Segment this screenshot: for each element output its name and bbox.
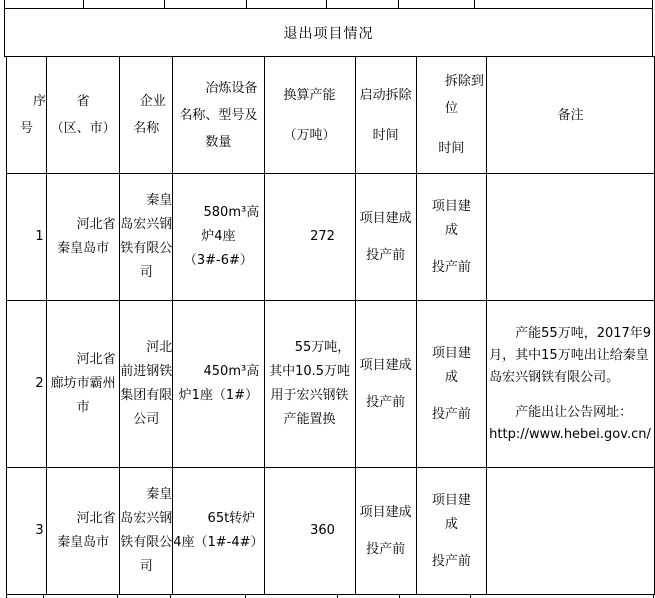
gridline-stub — [474, 0, 475, 8]
gridline-stub — [43, 594, 44, 598]
cell-text-line: 启动拆除 — [359, 87, 412, 103]
cell-text-line: 秦皇岛市 — [57, 241, 110, 256]
cell-text-line: 企业 — [126, 94, 166, 109]
cell-text-line: 拆除到 — [418, 74, 484, 89]
cell-text-line: 秦皇岛市 — [57, 535, 110, 550]
cell-text-line: 省 — [76, 94, 90, 109]
cell-text-line: 投产前 — [431, 406, 471, 422]
cell-text-line: 投产前 — [366, 541, 406, 557]
cell-text-line: 项目建 — [431, 198, 471, 214]
cell-remarks — [487, 174, 655, 301]
cell-serial — [7, 301, 47, 468]
cell-text-line: 数量 — [205, 134, 232, 150]
header-cell-remarks — [487, 57, 655, 174]
cell-text-line: http://www.hebei.gov.cn/ — [489, 426, 651, 442]
header-cell-capacity — [264, 57, 355, 174]
cell-text-line: 序 — [7, 94, 47, 109]
cell-text-line: 投产前 — [366, 394, 406, 410]
gridline-stub — [653, 594, 654, 598]
cell-text-line: 秦皇 — [120, 193, 173, 208]
cell-demolition-start — [355, 468, 416, 595]
cell-text-line: 名称 — [133, 121, 160, 136]
cell-text-line: 时间 — [372, 127, 399, 143]
cell-demolition-start — [355, 301, 416, 468]
cell-text-line: 项目建成 — [359, 357, 412, 373]
header-row — [7, 57, 655, 174]
cell-demolition-complete — [416, 301, 487, 468]
cell-text-line: 集团有限 — [120, 388, 173, 403]
cell-text-line: 1 — [9, 229, 44, 244]
table-row — [7, 301, 655, 468]
cell-equipment — [173, 468, 264, 595]
cell-text-line: 成 — [444, 222, 458, 238]
cell-text-line: 项目建成 — [359, 210, 412, 226]
cell-text-line: 炉1座（1#） — [178, 388, 259, 403]
cell-text-line: 其中10.5万吨 — [269, 364, 351, 379]
cell-company — [120, 468, 173, 595]
cell-serial — [7, 468, 47, 595]
cell-text-line: 铁有限公 — [120, 535, 173, 550]
header-cell-province — [47, 57, 120, 174]
cell-text-line: 司 — [139, 559, 153, 574]
cell-capacity — [264, 301, 355, 468]
cell-demolition-start — [355, 174, 416, 301]
cell-text-line: 备注 — [557, 107, 584, 123]
cell-text-line: 河北省 — [50, 352, 116, 367]
cell-company — [120, 174, 173, 301]
cell-text-line: 号 — [20, 121, 34, 136]
header-cell-company — [120, 57, 173, 174]
cell-text-line: 投产前 — [431, 259, 471, 275]
cell-text-line: 2 — [9, 376, 44, 391]
gridline-stub — [6, 594, 7, 598]
cell-text-line: 用于宏兴钢铁 — [270, 388, 349, 403]
cell-demolition-complete — [416, 468, 487, 595]
cell-text-line: 名称、型号及 — [179, 107, 258, 123]
paragraph-gap — [417, 537, 487, 550]
header-cell-serial — [7, 57, 47, 174]
cell-text-line: 岛宏兴钢 — [120, 217, 173, 232]
cell-text-line: 360 — [284, 523, 335, 538]
cell-text-line: 项目建成 — [359, 504, 412, 520]
gridline-stub — [470, 594, 471, 598]
cell-capacity — [264, 174, 355, 301]
paragraph-gap — [417, 243, 487, 256]
gridline-stub — [245, 594, 246, 598]
gridline-stub — [398, 0, 399, 8]
cell-text-line: 项目建 — [431, 492, 471, 508]
paragraph-gap — [356, 231, 416, 244]
cell-text-line: 投产前 — [431, 553, 471, 569]
table-title-text: 退出项目情况 — [283, 25, 374, 42]
paragraph-gap — [356, 525, 416, 538]
cell-text-line: 55万吨， — [268, 340, 351, 355]
cell-company — [120, 301, 173, 468]
cell-text-line: 产能55万吨，2017年9月，其中15万吨出让给秦皇岛宏兴钢铁有限公司。 — [489, 325, 652, 385]
gridline-stub — [117, 594, 118, 598]
cell-text-line: 冶炼设备 — [179, 80, 258, 96]
cell-text-line: 秦皇 — [120, 487, 173, 502]
cell-province — [47, 301, 120, 468]
cell-text-line: 铁有限公 — [120, 241, 173, 256]
cell-equipment — [173, 174, 264, 301]
gridline-stub — [337, 594, 338, 598]
cell-text-line: 投产前 — [366, 247, 406, 263]
header-cell-demolition-start — [355, 57, 416, 174]
gridline-stub — [246, 0, 247, 8]
gridline-stub — [399, 594, 400, 598]
cell-text-line: 河北省 — [50, 511, 116, 526]
cell-text-line: （万吨） — [283, 127, 336, 143]
cell-province — [47, 468, 120, 595]
table-title — [4, 8, 653, 57]
cell-text-line: 市 — [76, 400, 90, 415]
paragraph-gap — [356, 109, 416, 122]
gridline-stub — [652, 0, 653, 8]
paragraph-gap — [417, 390, 487, 403]
paragraph-gap — [356, 378, 416, 391]
cell-text-line: 司 — [139, 265, 153, 280]
cell-remarks — [487, 301, 655, 468]
gridline-stub — [326, 0, 327, 8]
gridline-stub — [170, 594, 171, 598]
cell-text-line: 成 — [444, 369, 458, 385]
table-row — [7, 468, 655, 595]
cell-demolition-complete — [416, 174, 487, 301]
header-cell-demolition-complete — [416, 57, 487, 174]
cell-text-line: 65t转炉 — [181, 511, 256, 526]
gridline-stub — [4, 0, 5, 8]
cell-serial — [7, 174, 47, 301]
cell-text-line: 4座（1#-4#） — [173, 535, 264, 550]
cell-text-line: 炉4座 — [201, 229, 236, 244]
header-cell-equipment — [173, 57, 264, 174]
cell-text-line: 产能出让公告网址： — [489, 404, 633, 420]
cell-text-line: 项目建 — [431, 345, 471, 361]
cell-text-line: 位 — [444, 101, 458, 116]
cell-text-line: 时间 — [438, 141, 465, 156]
cell-text-line: 3 — [9, 523, 44, 538]
cell-text-line: 岛宏兴钢 — [120, 511, 173, 526]
cell-text-line: 廊坊市霸州 — [50, 376, 116, 391]
cell-text-line: 河北省 — [50, 217, 116, 232]
gridline-stub — [164, 0, 165, 8]
cell-text-line: （3#-6#） — [183, 253, 253, 268]
cell-text-line: 成 — [444, 516, 458, 532]
table-row — [7, 174, 655, 301]
cell-equipment — [173, 301, 264, 468]
paragraph-gap — [265, 109, 355, 122]
paragraph-gap — [417, 122, 487, 135]
cell-text-line: 河北 — [120, 340, 173, 355]
cell-province — [47, 174, 120, 301]
paragraph-gap — [489, 389, 652, 402]
cell-text-line: 580m³高 — [177, 205, 260, 220]
exit-projects-table — [6, 56, 655, 595]
cell-text-line: 272 — [284, 229, 335, 244]
cell-text-line: 换算产能 — [283, 87, 336, 103]
gridline-stub — [83, 0, 84, 8]
cell-text-line: 公司 — [133, 412, 160, 427]
cell-text-line: 产能置换 — [283, 412, 336, 427]
cell-capacity — [264, 468, 355, 595]
cell-text-line: 450m³高 — [177, 364, 260, 379]
cell-text-line: 前进钢铁 — [120, 364, 173, 379]
cell-text-line: （区、市） — [50, 121, 116, 136]
cell-remarks — [487, 468, 655, 595]
